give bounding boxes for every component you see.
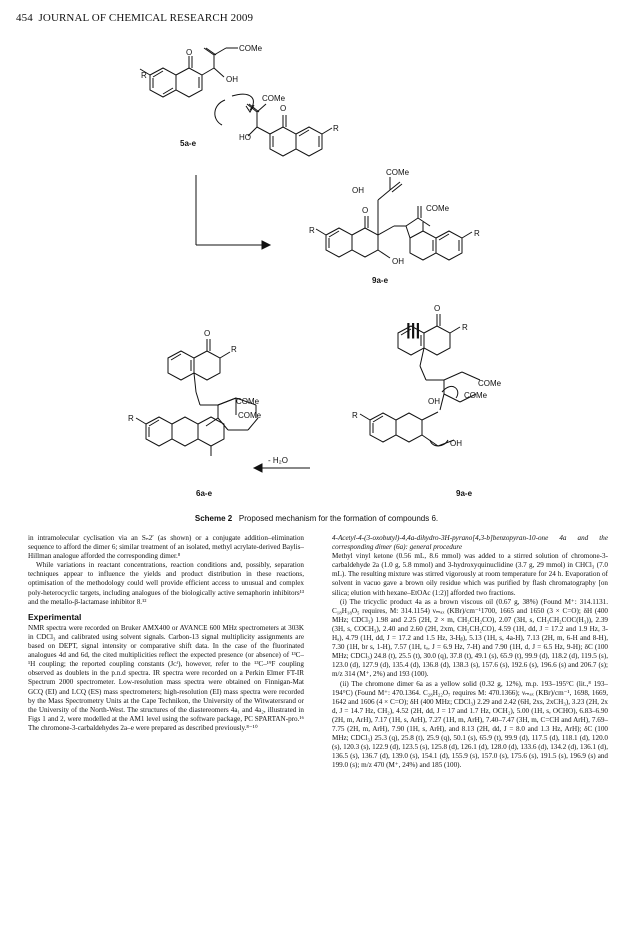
page-number: 454 [16,12,33,24]
right-column [332,534,608,770]
right-paragraph-2: (i) The tricyclic product 4a as a brown viscous oil (0.67 g, 38%) (Found M⁺: 314.1131. C₁₈H₁₈O₅ requires, M: 314.1154) νₘₐₓ (KBr)/cm⁻¹1700, 1665 and 1650 (3 × C=O); δH (400 MHz; CDCl₃) 1.98 and 2.25 (2H, 2 × m, CH₂CH₂CO), 2.07 (3H, s, CH₃CH₂COC(H₃)), 2.39 (3H, s, COCH₃), 2.40 and 2.60 (2H, 2xm, CH₂CH₂CO), 4.59 (1H, dd, J = 17.2 and 1.9 Hz, 3-Hₐ), 4.79 (1H, dd, J = 17.2 and 1.5 Hz, 3-Hᵦ), 5.13 (1H, s, 4a-H), 7.13 (2H, m, 6-H and 8-H), 7.30 (1H, br s, 1-H), 7.57 (1H, tₒ, J = 6.9 Hz, 7-H) and 7.90 (1H, d, J = 6.5 Hz, 9-H); δC (100 MHz; CDCl₃) 24.8 (t), 25.5 (t), 30.0 (q), 37.8 (t), 49.1 (s), 65.9 (t), 99.9 (d), 118.2 (d), 119.5 (s), 123.0 (d), 127.9 (d), 135.4 (d), 136.8 (d), 138.3 (s), 157.6 (s), 192.6 (s), 196.6 (s) and 206.7 (s); m/z 314 (M⁺, 2%) and 193 (100). [332,597,608,679]
equivalence-sign: ||| [406,320,421,339]
dehydration-arrow [254,464,310,472]
ho-label: HO [239,133,251,142]
o-label-2: O [280,104,287,113]
come-label: COMe [239,44,263,53]
curved-arrow-2 [215,100,225,125]
r-label-5: R [231,345,237,354]
compound-label-6: 6a-e [196,489,213,498]
oh-label-4: OH [428,397,440,406]
come-label-7: COMe [464,391,488,400]
r-label-6: R [128,414,134,423]
oh-label-3: OH [392,257,404,266]
right-paragraph-1: Methyl vinyl ketone (0.56 mL, 8.6 mmol) was added to a stirred solution of chromone-3-carbaldehyde 2a (1.0 g, 5.8 mmol) and 3-hydroxyquinuclidine (3.7 g, 29 mmol) in CHCl₃ (7.0 mL). The resulting mixture was stirred vigorously at room temperature for 24 h. Evaporation of solvent in vacuo gave a brown oily residue which was purified by flash chromatography [on silica; elution with hexane–EtOAc (1:2)] afforded two fractions. [332,552,608,597]
section-title-experimental: Experimental [28,611,82,622]
procedure-heading: 4-Acetyl-4-(3-oxobutyl)-4,4a-dihydro-3H-pyrano[4,3-b]benzopyran-10-one 4a and the corresponding dimer (6a): general procedure [332,534,608,552]
come-label-5: COMe [236,397,260,406]
left-paragraph-2: While variations in reactant concentrations, reaction conditions and, possibly, separation techniques appear to influence the yields and product distribution in these reactions, optimisation of the methodology could well provide efficient access to unusual and complex poly-heterocyclic targets, including analogues of the biologically active semaphorin inhibitors¹³ and the metallo-β-lactamase inhibitor 8.¹² [28,561,304,606]
r-label-3: R [309,226,315,235]
come-label-2: COMe [262,94,286,103]
compound-label-9b: 9a-e [456,489,473,498]
o-label: O [186,48,193,57]
oh-label: OH [226,75,238,84]
reaction-arrow-1 [196,175,270,249]
compound-label-9: 9a-e [372,276,389,285]
left-paragraph-1: in intramolecular cyclisation via an Sₙ2′ (as shown) or a conjugate addition–elimination sequence to afford the dimer 6; similar treatment of an isolated, methyl acrylate-derived Baylis–Hillman analogue afforded the corresponding dimer.⁸ [28,534,304,561]
come-label-4: COMe [426,204,450,213]
o-label-5: O [434,304,441,313]
water-loss-label: - H₂O [268,456,288,465]
left-column [28,534,304,733]
oh-label-2: OH [352,186,364,195]
r-label-8: R [352,411,358,420]
o-label-3: O [362,206,369,215]
left-paragraph-3: NMR spectra were recorded on Bruker AMX400 or AVANCE 600 MHz spectrometers at 303K in CDCl₃ and calibrated using solvent signals. Carbon-13 signal multiplicity assignments are based on DEPT, signal intensity or comparative shift data. In the case of the fluorinated analogues 4d and 6d, the cited multiplicities reflect the expected presence (or absence) of ¹³C–¹H coupling; the reported coupling constants (Jᴄᶠ), however, refer to the ¹³C–¹⁹F coupling observed as doublets in the p.n.d spectra. IR spectra were recorded on a Perkin Elmer FT-IR Spectrum 2000 spectrometer. Low-resolution mass spectra were obtained on Finnigan-Mat GCQ (EI) and LCQ (ES) mass spectrometers; high-resolution (EI) mass spectra were recorded by the Mass Spectrometry Units at the Cape Technikon, the University of the Witwatersrand or the University of the North-West. The structures of the diastereomers 4a₁ and 4a₂, illustrated in Figs 1 and 2, were modelled at the AM1 level using the software package, PC SPARTAN-pro.¹⁶ The chromone-3-carbaldehydes 2a–e were prepared as described previously.⁸⁻¹⁰ [28,623,304,732]
come-label-8: COMe [478,379,502,388]
journal-title: JOURNAL OF CHEMICAL RESEARCH 2009 [38,12,254,24]
come-label-6: COMe [238,411,262,420]
curved-arrow [232,94,253,110]
come-label-3: COMe [386,168,410,177]
o-label-4: O [204,329,211,338]
compound-label-5: 5a-e [180,139,197,148]
right-paragraph-3: (ii) The chromone dimer 6a as a yellow solid (0.32 g, 12%), m.p. 193–195°C (lit.,⁸ 193–194°C) (Found M⁺: 470.1364. C₂₈H₂₂O₇ requires M: 470.1366); νₘₐₓ (KBr)/cm⁻¹, 1698, 1669, 1642 and 1606 (4 × C=O); δH (400 MHz; CDCl₃) 2.29 and 2.42 (6H, 2xs, 2xCH₃), 3.23 (2H, 2x d, J = 14.7 Hz, CH₂), 4.52 (2H, dd, J = 17 and 1.7 Hz, OCH₂), 5.00 (1H, s, OCHO), 6.83–6.90 (2H, m, ArH), 7.17 (1H, s, ArH), 7.27 (1H, m, ArH), 7.40–7.47 (3H, m, C=CH and ArH), 7.69–7.75 (2H, m, ArH), 7.90 (1H, s, ArH), and 8.13 (2H, dd, J = 8.0 and 1.3 Hz, ArH); δC (100 MHz; CDCl₃) 25.3 (q), 25.8 (t), 25.9 (q), 50.1 (s), 65.9 (t), 99.9 (d), 117.5 (d), 118.1 (d), 120.0 (s), 120.3 (s), 122.9 (d), 123.5 (s), 125.8 (d), 126.1 (d), 128.0 (d), 133.6 (d), 134.2 (d), 136.1 (d), 136.5 (s), 136.7 (d), 139.0 (s), 154.1 (d), 155.9 (s), 157.0 (s), 175.6 (s), 191.5 (s), 196.9 (s) and 199.0 (s); m/z 470 (M⁺, 24%) and 185 (100). [332,679,608,770]
caption-text: Proposed mechanism for the formation of compounds 6. [238,514,439,523]
compound-9-structure [316,177,472,260]
caption-label: Scheme 2 [194,514,233,523]
r-label-7: R [462,323,468,332]
compound-5-bottom-chromone [247,104,332,156]
oh-label-5: OH [450,439,462,448]
scheme-caption [0,514,633,523]
r-label-4: R [474,229,480,238]
r-label: R [141,71,147,80]
r-label-2: R [333,124,339,133]
